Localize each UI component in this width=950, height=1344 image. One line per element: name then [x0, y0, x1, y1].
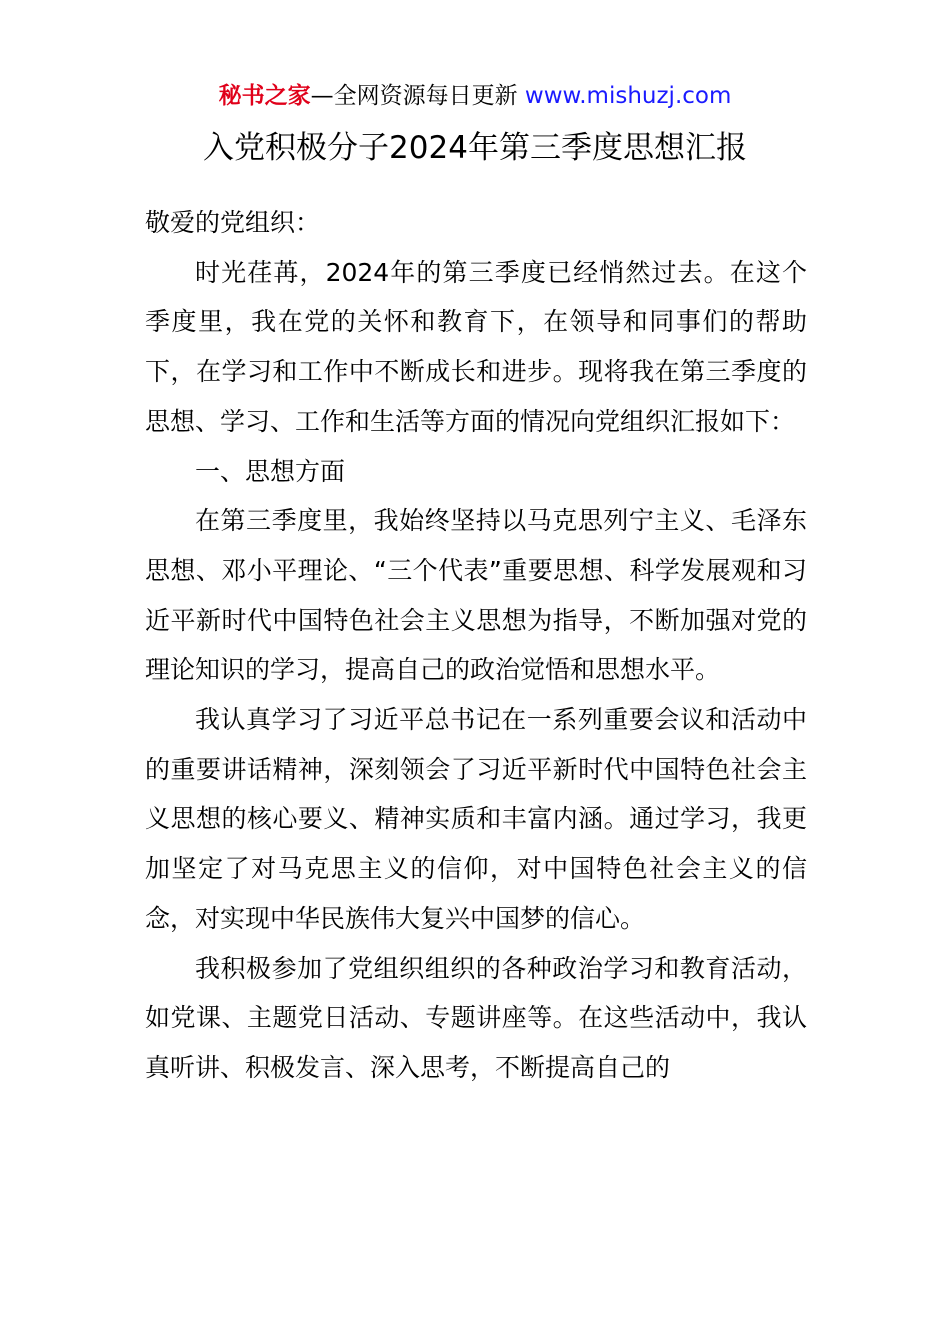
paragraph-theory: 在第三季度里，我始终坚持以马克思列宁主义、毛泽东思想、邓小平理论、“三个代表”重要思想、科学发展观和习近平新时代中国特色社会主义思想为指导，不断加强对党的理论知识的学习，提高自己的政治觉悟和思想水平。: [145, 506, 807, 685]
section-heading-thought: 一、思想方面: [195, 456, 346, 486]
paragraph-study: 我认真学习了习近平总书记在一系列重要会议和活动中的重要讲话精神，深刻领会了习近平新时代中国特色社会主义思想的核心要义、精神实质和丰富内涵。通过学习，我更加坚定了对马克思主义的信仰，对中国特色社会主义的信念，对实现中华民族伟大复兴中国梦的信心。: [145, 705, 807, 933]
document-body: [145, 198, 807, 1093]
paragraph-activities: 我积极参加了党组织组织的各种政治学习和教育活动，如党课、主题党日活动、专题讲座等。在这些活动中，我认真听讲、积极发言、深入思考，不断提高自己的: [145, 953, 807, 1082]
watermark-url[interactable]: www.mishuzj.com: [524, 83, 732, 109]
document-title: 入党积极分子2024年第三季度思想汇报: [203, 130, 747, 166]
watermark-brand: 秘书之家: [218, 83, 311, 109]
site-watermark-header: [0, 80, 950, 112]
watermark-slogan: —全网资源每日更新: [310, 83, 525, 109]
paragraph-intro: 时光荏苒，2024年的第三季度已经悄然过去。在这个季度里，我在党的关怀和教育下，在领导和同事们的帮助下，在学习和工作中不断成长和进步。现将我在第三季度的思想、学习、工作和生活等方面的情况向党组织汇报如下：: [145, 257, 807, 436]
salutation: 敬爱的党组织：: [145, 208, 321, 237]
